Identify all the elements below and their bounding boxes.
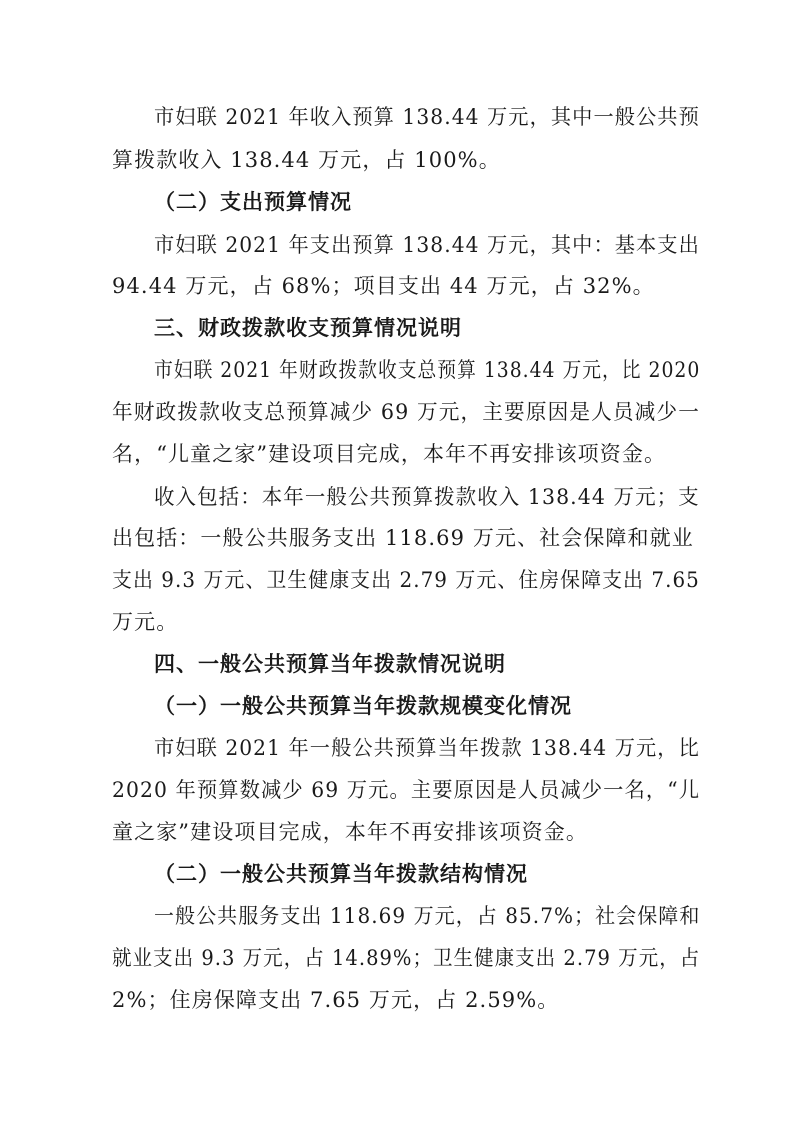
- section-heading-scale-change: （一）一般公共预算当年拨款规模变化情况: [154, 694, 572, 718]
- text-line-13: 万元。: [112, 610, 179, 634]
- text-line-7: 市妇联 2021 年财政拨款收支总预算 138.44 万元，比 2020: [154, 358, 701, 382]
- text-line-12: 支出 9.3 万元、卫生健康支出 2.79 万元、住房保障支出 7.65: [112, 568, 700, 592]
- text-line-18: 童之家”建设项目完成，本年不再安排该项资金。: [112, 820, 588, 844]
- text-line-1: 市妇联 2021 年收入预算 138.44 万元，其中一般公共预: [154, 105, 700, 129]
- text-line-2: 算拨款收入 138.44 万元，占 100%。: [112, 148, 501, 172]
- text-line-5: 94.44 万元，占 68%；项目支出 44 万元，占 32%。: [112, 274, 655, 298]
- section-heading-fiscal-allocation: 三、财政拨款收支预算情况说明: [154, 316, 462, 340]
- text-line-16: 市妇联 2021 年一般公共预算当年拨款 138.44 万元，比: [154, 736, 700, 760]
- text-line-21: 就业支出 9.3 万元，占 14.89%；卫生健康支出 2.79 万元，占: [112, 946, 701, 970]
- text-line-20: 一般公共服务支出 118.69 万元，占 85.7%；社会保障和: [154, 904, 701, 928]
- text-line-11: 出包括：一般公共服务支出 118.69 万元、社会保障和就业: [112, 526, 694, 550]
- text-line-17: 2020 年预算数减少 69 万元。主要原因是人员减少一名，“儿: [112, 778, 701, 802]
- section-heading-general-budget: 四、一般公共预算当年拨款情况说明: [154, 652, 506, 676]
- text-line-8: 年财政拨款收支总预算减少 69 万元，主要原因是人员减少一: [112, 400, 700, 424]
- text-line-9: 名，“儿童之家”建设项目完成，本年不再安排该项资金。: [112, 442, 667, 466]
- text-line-10: 收入包括：本年一般公共预算拨款收入 138.44 万元；支: [154, 485, 700, 509]
- text-line-4: 市妇联 2021 年支出预算 138.44 万元，其中：基本支出: [154, 233, 700, 257]
- text-line-22: 2%；住房保障支出 7.65 万元，占 2.59%。: [112, 988, 560, 1012]
- section-heading-expenditure-budget: （二）支出预算情况: [154, 190, 352, 214]
- section-heading-structure: （二）一般公共预算当年拨款结构情况: [154, 862, 528, 886]
